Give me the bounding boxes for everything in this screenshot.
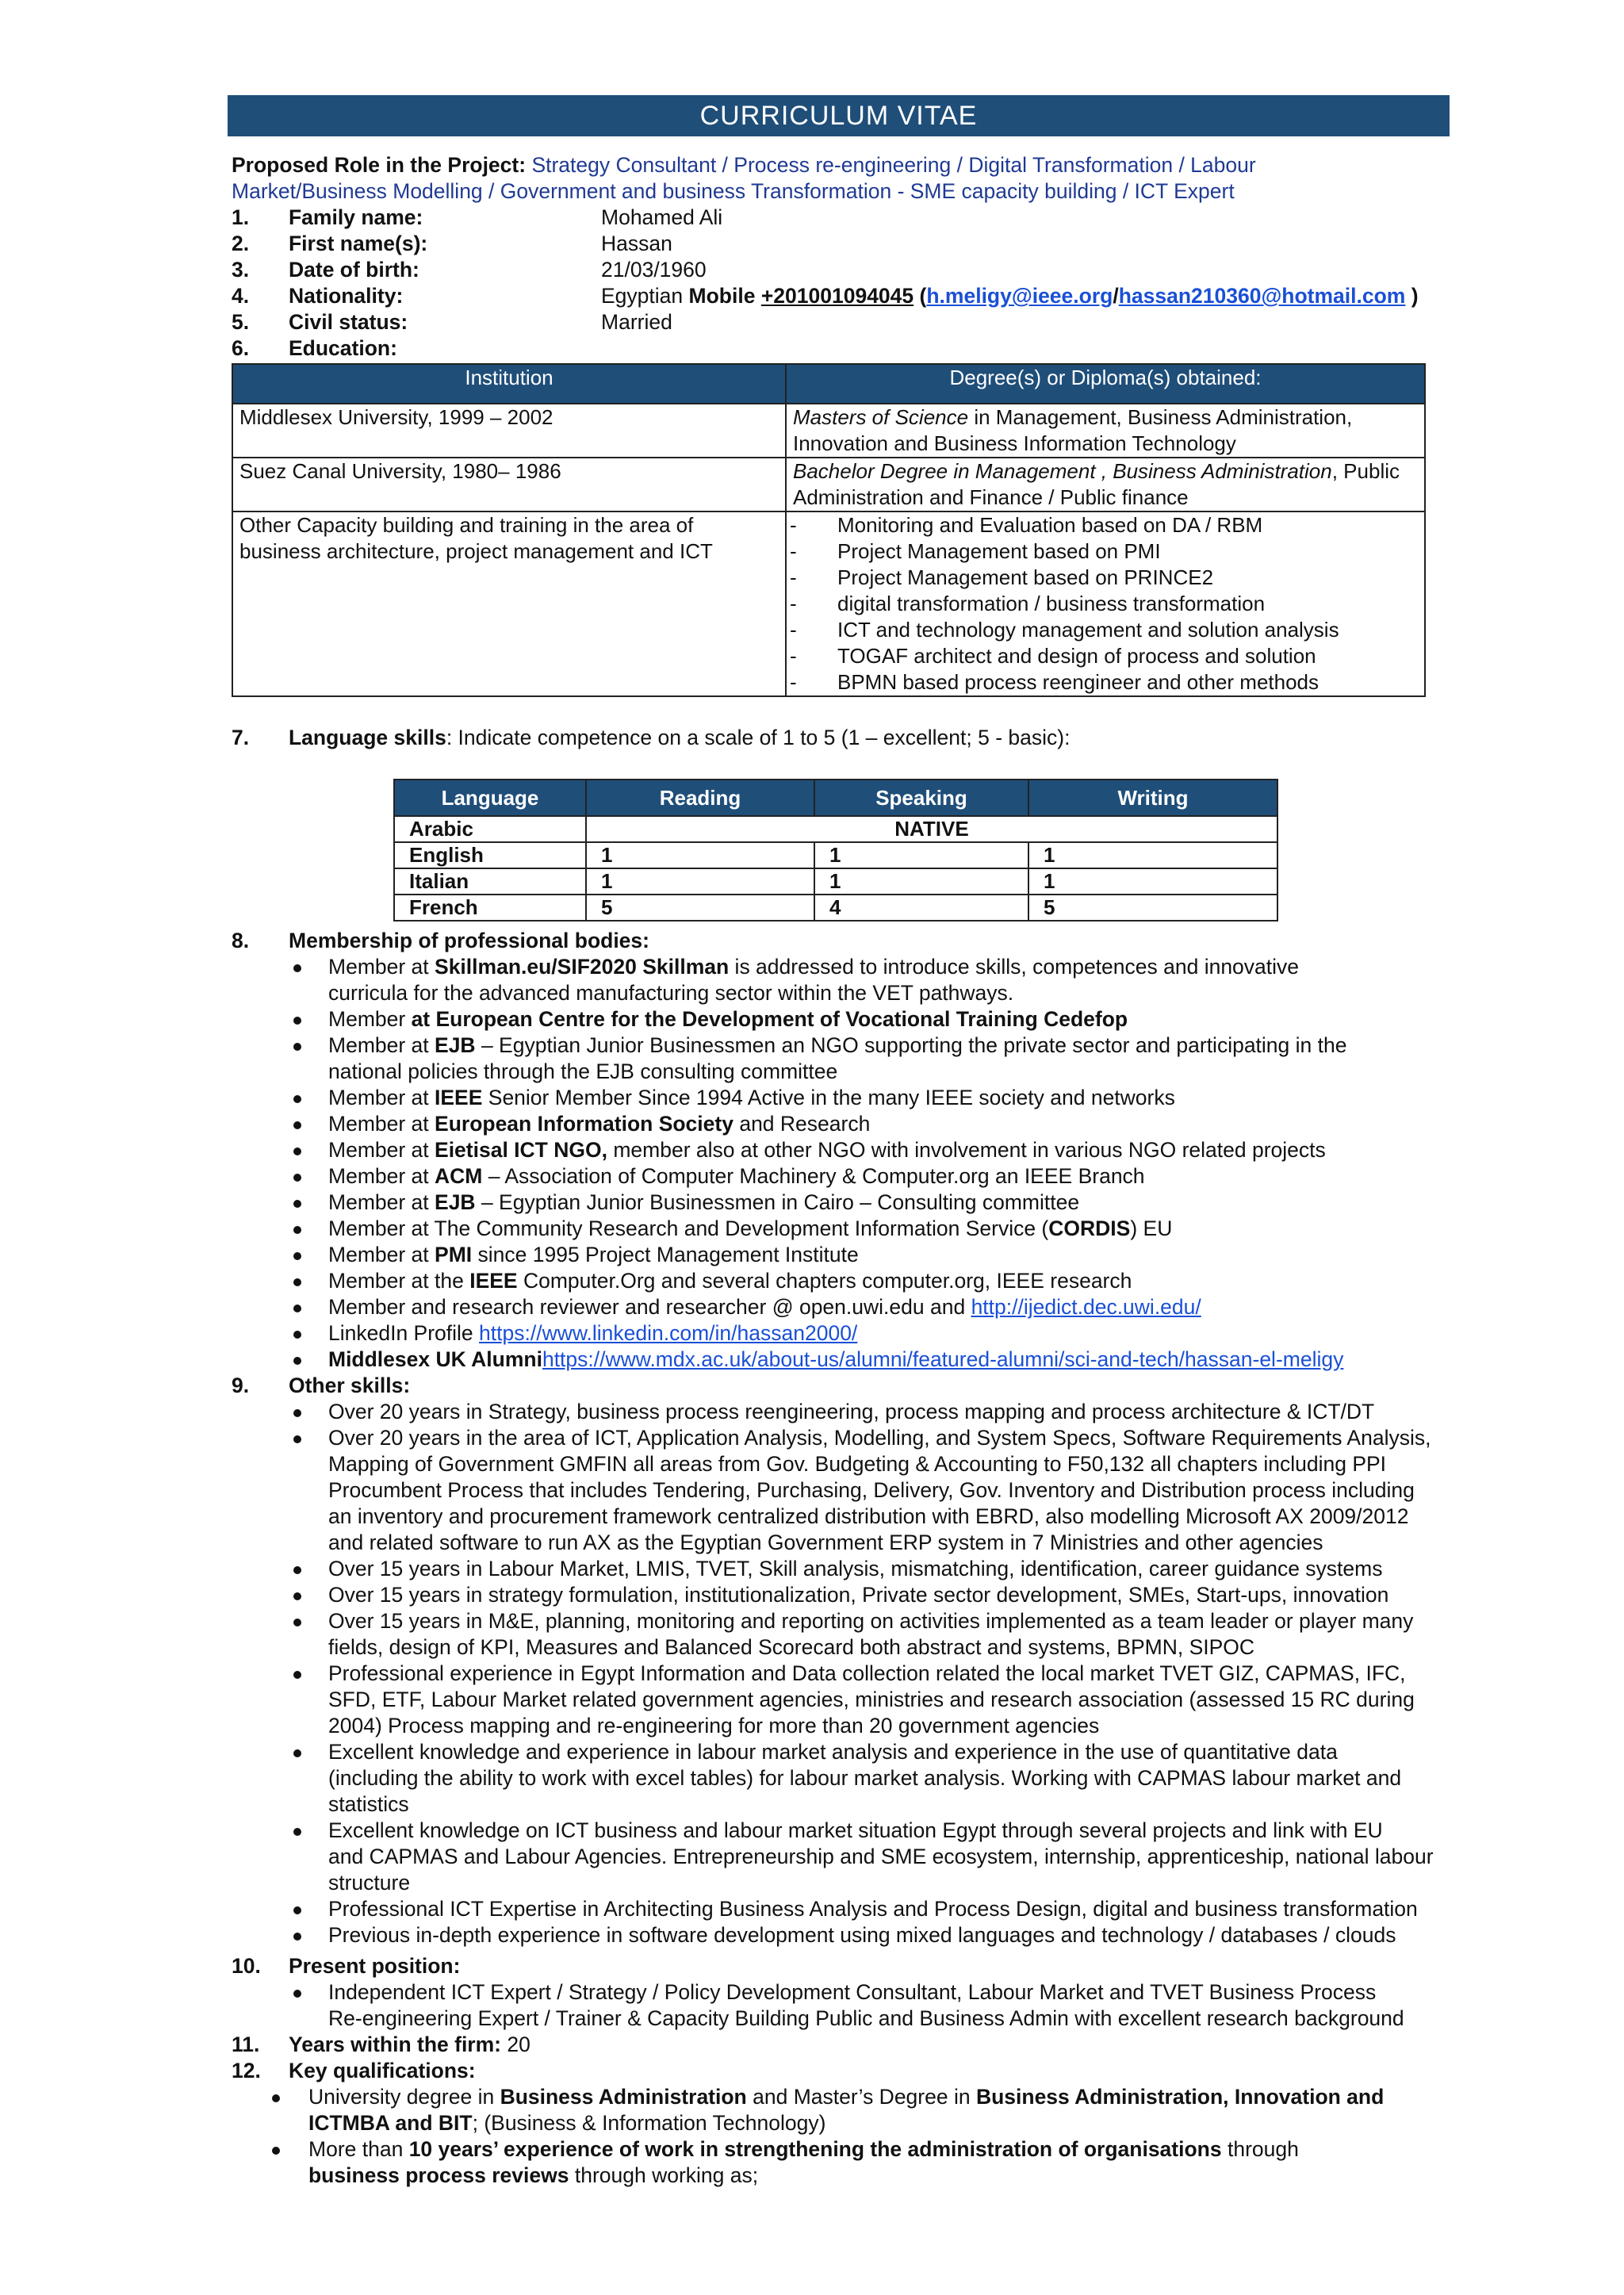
skill-item-line: SFD, ETF, Labour Market related government agencies, ministries and research association (assessed 15 RC during <box>328 1688 1415 1711</box>
education-degree: Bachelor Degree in Management , Business Administration, Public Administration and Finance / Public finance <box>786 458 1425 511</box>
language-intro: 7. Language skills: Indicate competence on a scale of 1 to 5 (1 – excellent; 5 - basic): <box>232 726 1071 749</box>
language-name: Arabic <box>394 816 586 842</box>
linkedin-link[interactable]: https://www.linkedin.com/in/hassan2000/ <box>479 1321 858 1345</box>
bullet-icon <box>293 1017 301 1025</box>
bullet-icon <box>293 1305 301 1312</box>
education-header-degree: Degree(s) or Diploma(s) obtained: <box>786 364 1425 404</box>
personal-label: Family name: <box>289 205 423 229</box>
education-header-row <box>232 364 1425 404</box>
present-position-line2: Re-engineering Expert / Trainer & Capacity Building Public and Business Admin with excellent research background <box>328 2006 1404 2030</box>
personal-value: Married <box>601 310 672 334</box>
skill-item-line: structure <box>328 1871 411 1895</box>
personal-label: Education: <box>289 336 397 360</box>
bullet-icon <box>293 1828 301 1836</box>
membership-item: Member at EJB – Egyptian Junior Businessmen in Cairo – Consulting committee <box>328 1190 1080 1214</box>
education-header-institution: Institution <box>232 364 786 404</box>
personal-label: First name(s): <box>289 232 428 255</box>
skill-item-line: and related software to run AX as the Egyptian Government ERP system in 7 Ministries and other agencies <box>328 1531 1323 1554</box>
language-header: Writing <box>1028 780 1277 816</box>
education-institution: Suez Canal University, 1980– 1986 <box>232 458 786 511</box>
language-reading: 1 <box>586 868 814 895</box>
language-name: English <box>394 842 586 868</box>
other-skills-heading: 9. Other skills: <box>232 1374 411 1397</box>
membership-item: Member at IEEE Senior Member Since 1994 Active in the many IEEE society and networks <box>328 1086 1175 1109</box>
skill-item-line: fields, design of KPI, Measures and Balanced Scorecard both abstract and systems, BPMN, SIPOC <box>328 1635 1255 1659</box>
bullet-icon <box>293 1095 301 1103</box>
bullet-icon <box>293 1121 301 1129</box>
membership-item: Member at European Information Society and Research <box>328 1112 871 1136</box>
bullet-icon <box>293 1278 301 1286</box>
skill-item-line: and CAPMAS and Labour Agencies. Entrepreneurship and SME ecosystem, internship, apprenticeship, national labour <box>328 1845 1434 1868</box>
skill-item-line: Over 20 years in the area of ICT, Application Analysis, Modelling, and System Specs, Software Requirements Analysis, <box>328 1426 1431 1450</box>
skill-item-line: Procumbent Process that includes Tendering, Purchasing, Delivery, Gov. Inventory and Distribution process including <box>328 1478 1415 1502</box>
skill-item-line: Previous in-depth experience in software development using mixed languages and technology / databases / clouds <box>328 1923 1396 1947</box>
bullet-icon <box>293 1409 301 1417</box>
membership-item: Member at Skillman.eu/SIF2020 Skillman is addressed to introduce skills, competences and innovative <box>328 955 1300 979</box>
language-header: Reading <box>586 780 814 816</box>
membership-item: Member at The Community Research and Development Information Service (CORDIS) EU <box>328 1216 1173 1240</box>
language-row <box>394 868 1277 895</box>
training-item: - ICT and technology management and solution analysis <box>790 618 1339 642</box>
nationality-value: Egyptian <box>601 284 684 308</box>
reviewer-link[interactable]: http://ijedict.dec.uwi.edu/ <box>971 1295 1201 1319</box>
language-label: Language skills <box>289 726 446 749</box>
training-item: - BPMN based process reengineer and other methods <box>790 670 1320 694</box>
skill-item-line: 2004) Process mapping and re-engineering for more than 20 government agencies <box>328 1714 1100 1738</box>
skill-item-line: Mapping of Government GMFIN all areas from Gov. Budgeting & Accounting to F50,132 all chapters including PPI <box>328 1452 1387 1476</box>
language-name: French <box>394 895 586 921</box>
training-item: - Project Management based on PMI <box>790 539 1161 563</box>
training-item: - Project Management based on PRINCE2 <box>790 565 1214 589</box>
skill-item-line: Professional ICT Expertise in Architecting Business Analysis and Process Design, digital and business transformation <box>328 1897 1418 1921</box>
language-writing: 1 <box>1028 842 1277 868</box>
skill-item-line: (including the ability to work with excel tables) for labour market analysis. Working with CAPMAS labour market and <box>328 1766 1402 1790</box>
key-qual-item-2-line1: More than 10 years’ experience of work in strengthening the administration of organisations through <box>308 2137 1299 2161</box>
language-native: NATIVE <box>586 816 1277 842</box>
key-qual-item-2-line2: business process reviews through working as; <box>308 2163 759 2187</box>
alumni-link[interactable]: https://www.mdx.ac.uk/about-us/alumni/featured-alumni/sci-and-tech/hassan-el-meligy <box>542 1347 1344 1371</box>
language-row <box>394 816 1277 842</box>
education-row <box>232 458 1425 511</box>
language-scale-text: : Indicate competence on a scale of 1 to 5 (1 – excellent; 5 - basic): <box>446 726 1071 749</box>
personal-value: 21/03/1960 <box>601 258 707 282</box>
bullet-icon <box>293 1043 301 1051</box>
membership-item: Member at European Centre for the Development of Vocational Training Cedefop <box>328 1007 1128 1031</box>
skill-item-line: Over 15 years in Labour Market, LMIS, TVET, Skill analysis, mismatching, identification, career guidance systems <box>328 1557 1383 1580</box>
education-row <box>232 404 1425 458</box>
skill-item-line: Excellent knowledge and experience in labour market analysis and experience in the use of quantitative data <box>328 1740 1338 1764</box>
personal-label: Civil status: <box>289 310 408 334</box>
personal-row: 2. First name(s): Hassan <box>232 232 672 255</box>
membership-item: Member at EJB – Egyptian Junior Businessmen an NGO supporting the private sector and participating in the <box>328 1033 1347 1057</box>
bullet-icon <box>293 1592 301 1600</box>
personal-row: 4. Nationality: <box>232 283 601 309</box>
language-header: Language <box>394 780 586 816</box>
bullet-icon <box>293 1331 301 1339</box>
bullet-icon <box>293 1749 301 1757</box>
bullet-icon <box>293 1566 301 1574</box>
mobile-label: Mobile <box>688 284 756 308</box>
language-header-row <box>394 780 1277 816</box>
skill-item-line: Over 20 years in Strategy, business process reengineering, process mapping and process architecture & ICT/DT <box>328 1400 1375 1423</box>
language-table <box>393 779 1278 921</box>
training-list <box>786 511 1425 696</box>
cv-title: CURRICULUM VITAE <box>228 95 1450 136</box>
membership-item: Member at ACM – Association of Computer Machinery & Computer.org an IEEE Branch <box>328 1164 1145 1188</box>
personal-row: 1. Family name: Mohamed Ali <box>232 205 723 229</box>
bullet-icon <box>293 1435 301 1443</box>
key-qualifications-heading: 12. Key qualifications: <box>232 2059 476 2082</box>
personal-label: Nationality: <box>289 284 404 308</box>
proposed-role-value: Strategy Consultant / Process re-engineering / Digital Transformation / Labour <box>531 153 1256 177</box>
membership-item: Member at PMI since 1995 Project Management Institute <box>328 1243 859 1266</box>
present-position-line1: Independent ICT Expert / Strategy / Policy Development Consultant, Labour Market and TVET Business Process <box>328 1980 1377 2004</box>
education-row <box>232 511 1425 696</box>
contact-line: Egyptian Mobile +201001094045 (h.meligy@ieee.org/hassan210360@hotmail.com ) <box>601 284 1419 308</box>
bullet-icon <box>293 1200 301 1208</box>
bullet-icon <box>293 1148 301 1155</box>
skill-item-line: Excellent knowledge on ICT business and labour market situation Egypt through several projects and link with EU <box>328 1818 1383 1842</box>
years-within-firm: 11. Years within the firm: 20 <box>232 2033 530 2056</box>
key-qual-item-1-line2: ICTMBA and BIT; (Business & Information Technology) <box>308 2111 826 2135</box>
membership-item: LinkedIn Profile https://www.linkedin.com/in/hassan2000/ <box>328 1321 858 1345</box>
training-item: - Monitoring and Evaluation based on DA / RBM <box>790 513 1263 537</box>
skill-item-line: an inventory and procurement framework centralized distribution with EBRD, also modelling Microsoft AX 2009/2012 <box>328 1504 1409 1528</box>
language-speaking: 1 <box>814 868 1028 895</box>
membership-item: Member and research reviewer and researcher @ open.uwi.edu and http://ijedict.dec.uwi.edu/ <box>328 1295 1201 1319</box>
key-qual-item-1-line1: University degree in Business Administration and Master’s Degree in Business Administration, Innovation and <box>308 2085 1385 2109</box>
education-table <box>232 363 1426 697</box>
membership-heading: 8. Membership of professional bodies: <box>232 929 649 952</box>
language-row <box>394 842 1277 868</box>
proposed-role-label: Proposed Role in the Project: <box>232 153 527 177</box>
language-header: Speaking <box>814 780 1028 816</box>
bullet-icon <box>293 1990 301 1998</box>
bullet-icon <box>293 1933 301 1941</box>
bullet-icon <box>293 1252 301 1260</box>
training-item: - digital transformation / business transformation <box>790 592 1266 615</box>
language-speaking: 4 <box>814 895 1028 921</box>
skill-item-line: Professional experience in Egypt Information and Data collection related the local market TVET GIZ, CAPMAS, IFC, <box>328 1661 1406 1685</box>
membership-item-continued: national policies through the EJB consulting committee <box>328 1059 838 1083</box>
membership-item-continued: curricula for the advanced manufacturing sector within the VET pathways. <box>328 981 1014 1005</box>
proposed-role-line1 <box>232 152 1256 178</box>
bullet-icon <box>293 1671 301 1679</box>
skill-item-line: statistics <box>328 1792 409 1816</box>
personal-label: Date of birth: <box>289 258 419 282</box>
present-position-heading: 10. Present position: <box>232 1954 461 1978</box>
bullet-icon <box>293 1906 301 1914</box>
language-name: Italian <box>394 868 586 895</box>
education-institution: Middlesex University, 1999 – 2002 <box>232 404 786 458</box>
language-writing: 1 <box>1028 868 1277 895</box>
language-writing: 5 <box>1028 895 1277 921</box>
personal-row: 6. Education: <box>232 335 601 362</box>
language-row <box>394 895 1277 921</box>
membership-item: Middlesex UK Alumnihttps://www.mdx.ac.uk/about-us/alumni/featured-alumni/sci-and-tech/hassan-el-meligy <box>328 1347 1344 1371</box>
mobile-number[interactable]: +201001094045 <box>760 284 914 308</box>
education-degree: Masters of Science in Management, Business Administration, Innovation and Business Information Technology <box>786 404 1425 458</box>
membership-item: Member at Eietisal ICT NGO, member also at other NGO with involvement in various NGO related projects <box>328 1138 1326 1162</box>
personal-value: Hassan <box>601 232 672 255</box>
bullet-icon <box>293 1226 301 1234</box>
language-reading: 1 <box>586 842 814 868</box>
bullet-icon <box>293 1174 301 1182</box>
proposed-role-line2: Market/Business Modelling / Government and business Transformation - SME capacity building / ICT Expert <box>232 179 1235 203</box>
email-link-2[interactable]: hassan210360@hotmail.com <box>1118 284 1406 308</box>
skill-item-line: Over 15 years in strategy formulation, institutionalization, Private sector development, SMEs, Start-ups, innovation <box>328 1583 1389 1607</box>
bullet-icon <box>293 1619 301 1626</box>
education-institution: Other Capacity building and training in the area of business architecture, project management and ICT <box>232 511 786 696</box>
personal-row: 5. Civil status: Married <box>232 310 672 334</box>
bullet-icon <box>272 2094 280 2102</box>
bullet-icon <box>272 2147 280 2155</box>
skill-item-line: Over 15 years in M&E, planning, monitoring and reporting on activities implemented as a team leader or player many <box>328 1609 1414 1633</box>
language-reading: 5 <box>586 895 814 921</box>
email-link-1[interactable]: h.meligy@ieee.org <box>926 284 1113 308</box>
language-speaking: 1 <box>814 842 1028 868</box>
personal-value: Mohamed Ali <box>601 205 723 229</box>
training-item: - TOGAF architect and design of process and solution <box>790 644 1316 668</box>
personal-row: 3. Date of birth: 21/03/1960 <box>232 258 707 282</box>
bullet-icon <box>293 1357 301 1365</box>
membership-item: Member at the IEEE Computer.Org and several chapters computer.org, IEEE research <box>328 1269 1132 1293</box>
bullet-icon <box>293 964 301 972</box>
